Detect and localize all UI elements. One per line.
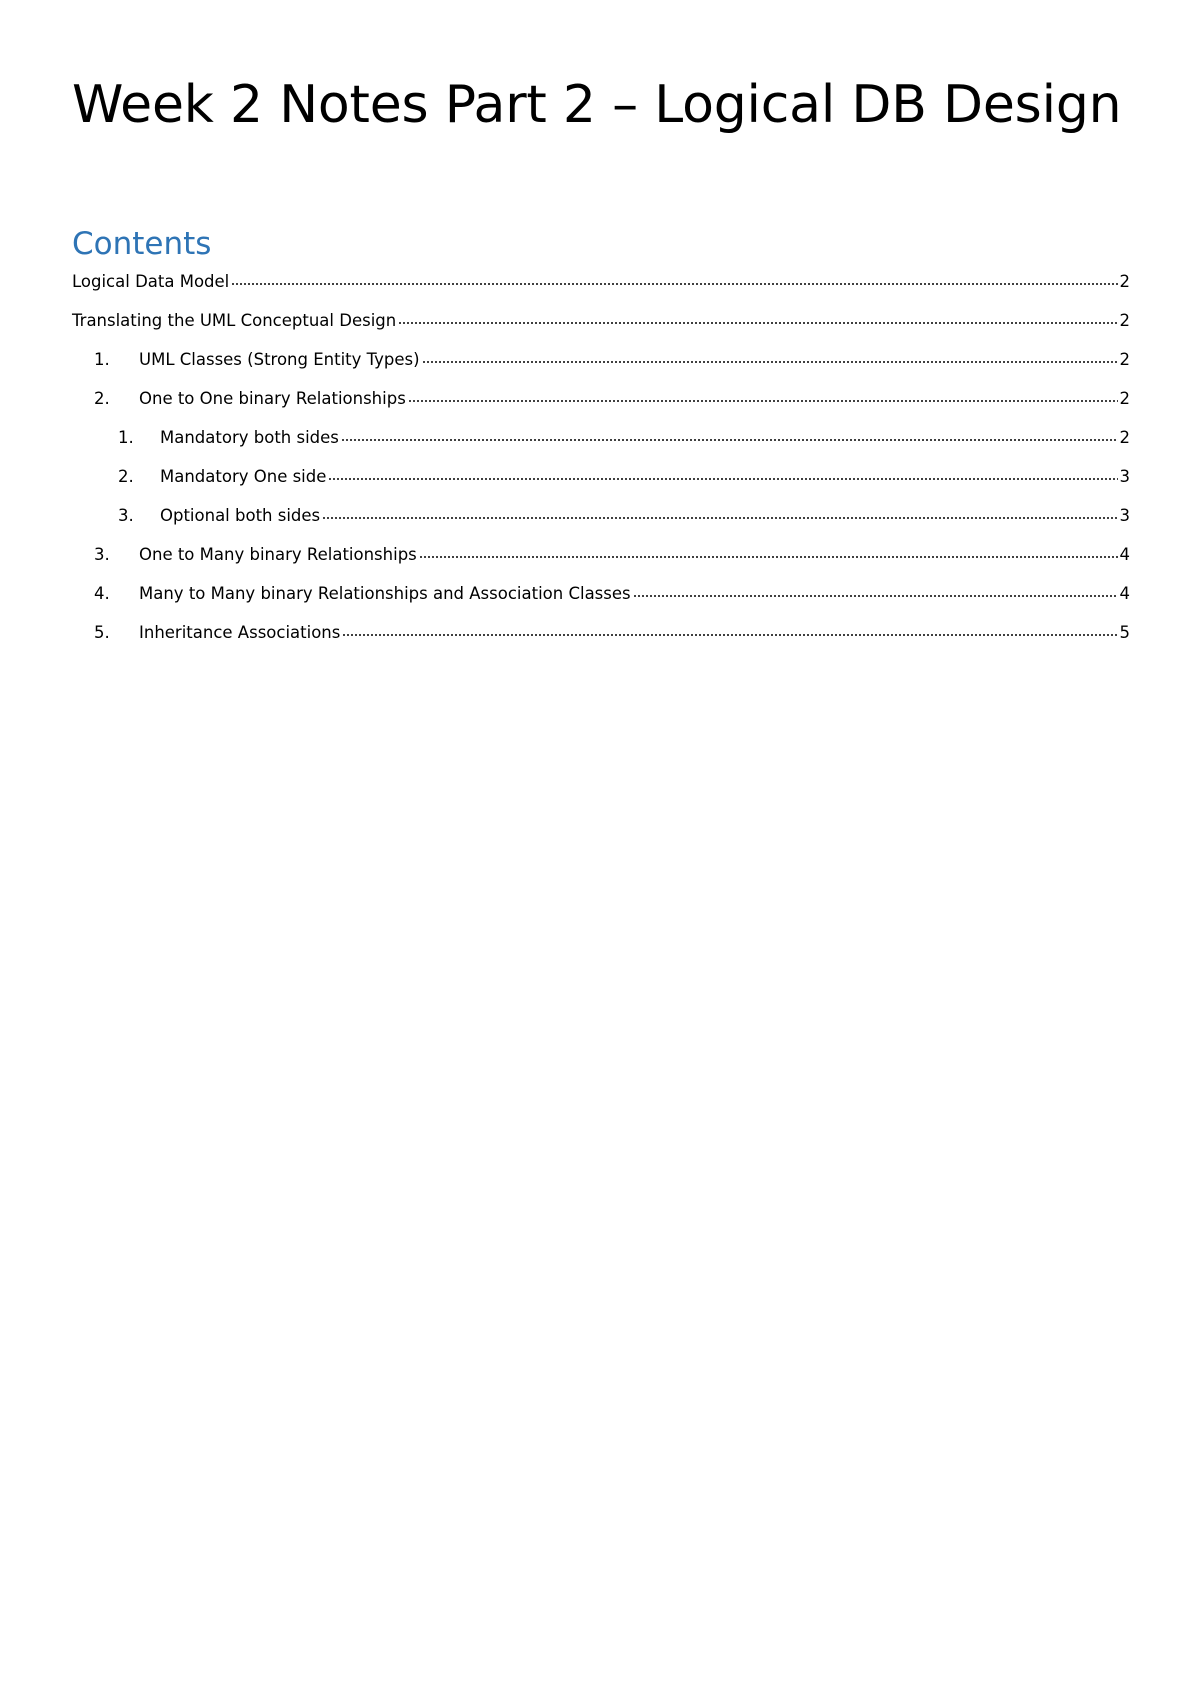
toc-dot-leader <box>633 595 1118 597</box>
toc-entry-translating-uml[interactable] <box>72 309 1130 333</box>
toc-entry-text: Inheritance Associations <box>139 623 341 642</box>
toc-entry-text: Logical Data Model <box>72 272 230 291</box>
toc-entry-text: Mandatory One side <box>160 467 327 486</box>
toc-entry-one-to-many[interactable] <box>72 543 1130 567</box>
toc-entry-text: One to One binary Relationships <box>139 389 406 408</box>
toc-entry-number: 4. <box>94 584 110 603</box>
toc-entry-number: 2. <box>94 389 110 408</box>
toc-dot-leader <box>341 439 1118 441</box>
toc-page-number: 4 <box>1119 584 1130 603</box>
toc-entry-number: 1. <box>118 428 134 447</box>
toc-dot-leader <box>398 322 1117 324</box>
toc-entry-text: Optional both sides <box>160 506 321 525</box>
toc-entry-text: UML Classes (Strong Entity Types) <box>139 350 420 369</box>
toc-entry-text: Many to Many binary Relationships and Association Classes <box>139 584 631 603</box>
toc-dot-leader <box>408 400 1118 402</box>
toc-page-number: 3 <box>1119 467 1130 486</box>
toc-entry-number: 3. <box>94 545 110 564</box>
toc-entry-inheritance[interactable] <box>72 621 1130 645</box>
toc-dot-leader <box>231 283 1117 285</box>
contents-heading: Contents <box>72 226 212 262</box>
toc-dot-leader <box>419 556 1118 558</box>
toc-entry-mandatory-one-side[interactable] <box>72 465 1130 489</box>
toc-dot-leader <box>322 517 1117 519</box>
toc-entry-number: 2. <box>118 467 134 486</box>
toc-entry-uml-classes[interactable] <box>72 348 1130 372</box>
toc-page-number: 2 <box>1119 272 1130 291</box>
toc-page-number: 2 <box>1119 428 1130 447</box>
toc-entry-number: 1. <box>94 350 110 369</box>
toc-page-number: 2 <box>1119 389 1130 408</box>
toc-entry-one-to-one[interactable] <box>72 387 1130 411</box>
toc-entry-text: Mandatory both sides <box>160 428 339 447</box>
toc-page-number: 2 <box>1119 350 1130 369</box>
document-title: Week 2 Notes Part 2 – Logical DB Design <box>72 75 1122 135</box>
toc-entry-logical-data-model[interactable] <box>72 270 1130 294</box>
toc-page-number: 4 <box>1119 545 1130 564</box>
toc-entry-text: Translating the UML Conceptual Design <box>72 311 397 330</box>
toc-page-number: 3 <box>1119 506 1130 525</box>
toc-entry-many-to-many[interactable] <box>72 582 1130 606</box>
toc-dot-leader <box>422 361 1118 363</box>
toc-entry-optional-both-sides[interactable] <box>72 504 1130 528</box>
toc-entry-mandatory-both-sides[interactable] <box>72 426 1130 450</box>
toc-entry-number: 5. <box>94 623 110 642</box>
toc-entry-text: One to Many binary Relationships <box>139 545 417 564</box>
toc-entry-number: 3. <box>118 506 134 525</box>
toc-dot-leader <box>328 478 1117 480</box>
toc-page-number: 5 <box>1119 623 1130 642</box>
toc-page-number: 2 <box>1119 311 1130 330</box>
toc-dot-leader <box>342 634 1117 636</box>
